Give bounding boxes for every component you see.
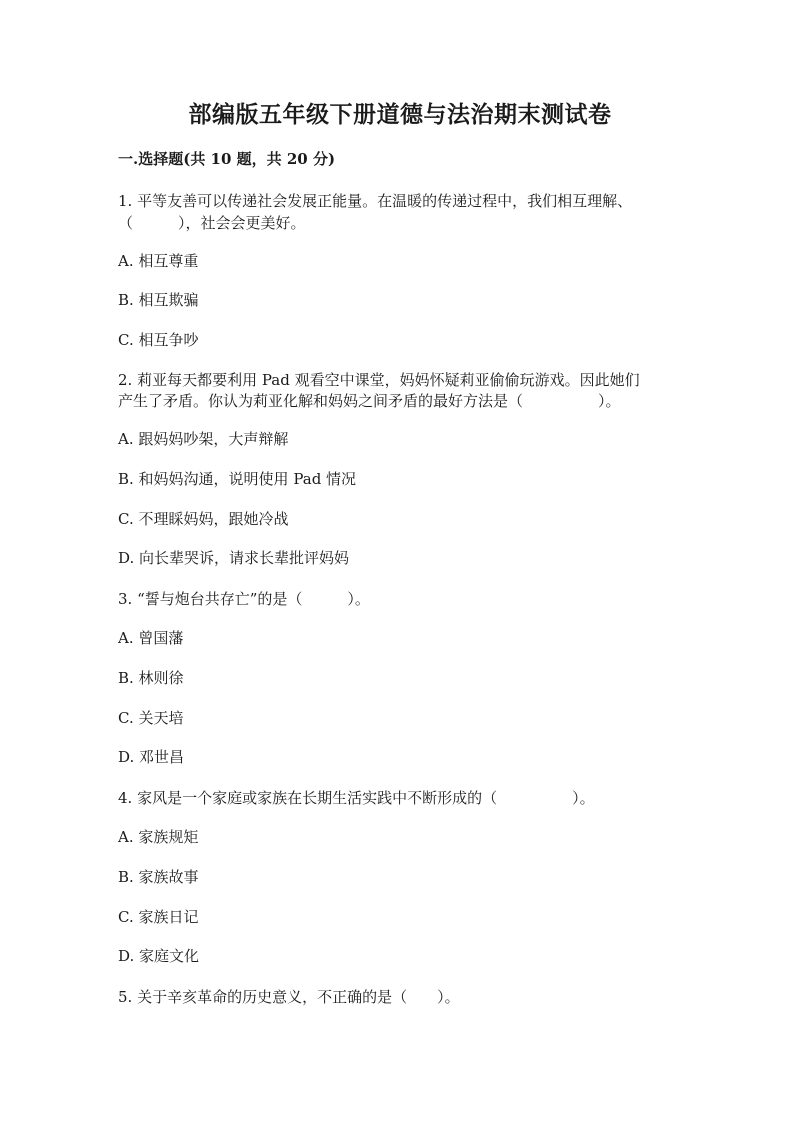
question-2-option-b: B. 和妈妈沟通，说明使用 Pad 情况 — [118, 470, 357, 488]
question-3-option-c: C. 关天培 — [118, 709, 184, 727]
question-2-text-line-1: 2. 莉亚每天都要利用 Pad 观看空中课堂，妈妈怀疑莉亚偷偷玩游戏。因此她们 — [118, 371, 640, 389]
question-3-option-a: A. 曾国藩 — [118, 629, 184, 647]
question-3-option-b: B. 林则徐 — [118, 669, 184, 687]
question-5-text-line-1: 5. 关于辛亥革命的历史意义，不正确的是（ ）。 — [118, 988, 460, 1006]
section-heading: 一.选择题(共 10 题，共 20 分) — [118, 150, 336, 168]
question-1-option-b: B. 相互欺骗 — [118, 291, 199, 309]
question-3-option-d: D. 邓世昌 — [118, 748, 185, 766]
question-4-option-c: C. 家族日记 — [118, 908, 199, 926]
question-3-text-line-1: 3. “誓与炮台共存亡”的是（ ）。 — [118, 590, 370, 608]
question-4-text-line-1: 4. 家风是一个家庭或家族在长期生活实践中不断形成的（ ）。 — [118, 789, 595, 807]
question-2-option-d: D. 向长辈哭诉，请求长辈批评妈妈 — [118, 549, 350, 567]
question-4-option-b: B. 家族故事 — [118, 868, 199, 886]
question-1-text-line-2: （ ），社会会更美好。 — [118, 214, 306, 232]
question-2-option-a: A. 跟妈妈吵架，大声辩解 — [118, 430, 289, 448]
question-4-option-a: A. 家族规矩 — [118, 828, 199, 846]
question-1-text-line-1: 1. 平等友善可以传递社会发展正能量。在温暖的传递过程中，我们相互理解、 — [118, 192, 633, 210]
question-2-text-line-2: 产生了矛盾。你认为莉亚化解和妈妈之间矛盾的最好方法是（ ）。 — [118, 392, 621, 410]
page-title: 部编版五年级下册道德与法治期末测试卷 — [188, 101, 612, 128]
question-1-option-a: A. 相互尊重 — [118, 252, 199, 270]
question-1-option-c: C. 相互争吵 — [118, 331, 199, 349]
question-4-option-d: D. 家庭文化 — [118, 947, 200, 965]
question-2-option-c: C. 不理睬妈妈，跟她冷战 — [118, 510, 289, 528]
